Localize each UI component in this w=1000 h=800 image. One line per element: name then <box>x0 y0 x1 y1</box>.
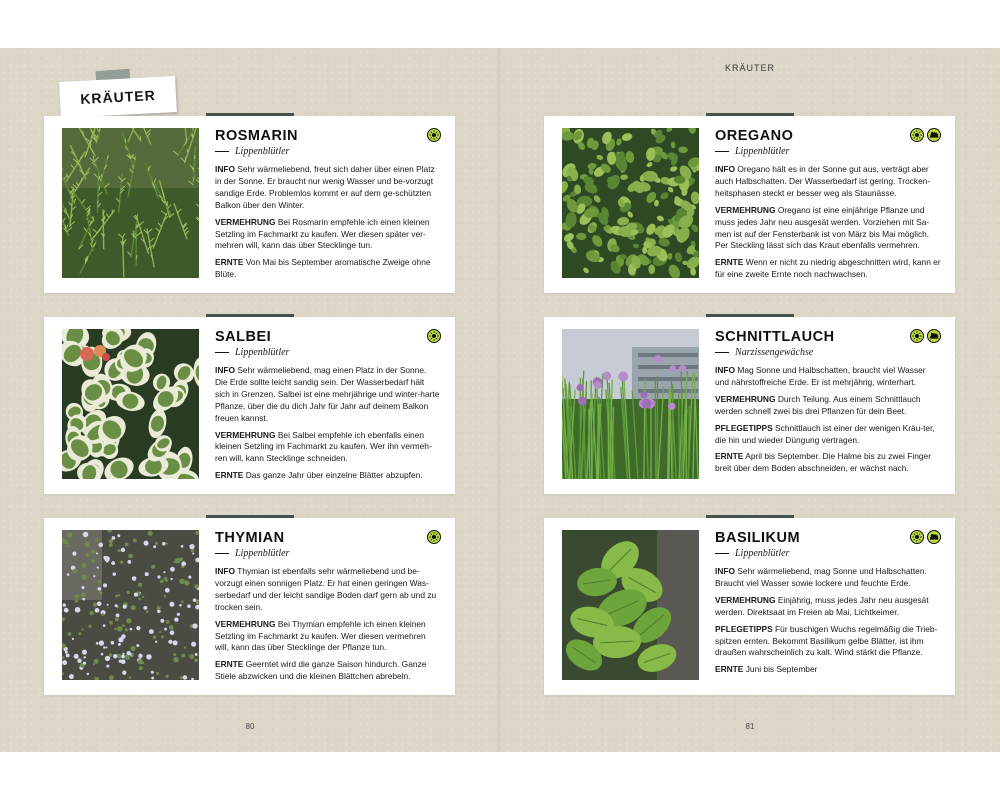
basil-photo <box>562 530 699 680</box>
sun-icon <box>910 530 924 544</box>
para-text: Sehr wärmeliebend, mag Sonne und Halbschatten. Braucht viel Wasser sowie lockere und feuchte Erde. <box>715 566 927 588</box>
plant-family <box>715 548 941 559</box>
family-dash <box>215 553 229 554</box>
para-label: ERNTE <box>715 664 744 675</box>
card-accent-bar <box>706 515 794 518</box>
para-text: Bei Salbei empfehle ich ebenfalls einen kleinen Setzling im Fachmarkt zu kaufen. Wer ihn vermeh-ren will, kann Stecklinge schneiden. <box>215 429 432 464</box>
sun-icon <box>427 329 441 343</box>
plant-family <box>215 347 441 358</box>
herb-title: OREGANO <box>715 128 794 144</box>
herb-title: SCHNITTLAUCH <box>715 329 835 345</box>
chives-photo <box>562 329 699 479</box>
herb-card-thymian <box>44 518 455 695</box>
para-text: Für buschigen Wuchs regelmäßig die Trieb-spitzen ernten. Bekommt Basilikum gelbe Blätter, ist ihm draußen wahrscheinlich zu kalt. Wind stärkt die Pflanze. <box>715 623 938 658</box>
plant-family-text: Lippenblütler <box>735 146 790 157</box>
para-text: Juni bis September <box>745 664 818 675</box>
para-vermehrung <box>215 430 441 466</box>
para-text: Sehr wärmeliebend, freut sich daher über einen Platz in der Sonne. Er braucht nur wenig Wasser und be-vorzugt sandige Erde. Problemlos kommt er auf dem ge-schützten Balkon über den Winter. <box>215 164 435 210</box>
para-label: VERMEHRUNG <box>215 216 276 227</box>
para-text: Bei Thymian empfehle ich einen kleinen Setzling im Fachmarkt zu kaufen. Wer diesen vermehren will, kann das über Stecklinge der Pflanze tun. <box>215 618 426 653</box>
condition-icons <box>910 329 941 343</box>
para-label: ERNTE <box>215 257 244 268</box>
para-pflegetipps <box>715 624 941 660</box>
running-head: KRÄUTER <box>724 63 775 73</box>
family-dash <box>215 151 229 152</box>
para-ernte <box>715 664 941 676</box>
para-vermehrung <box>715 205 941 253</box>
plant-family <box>215 548 441 559</box>
condition-icons <box>427 530 441 544</box>
para-info <box>215 365 441 425</box>
card-accent-bar <box>706 113 794 116</box>
para-label: PFLEGETIPPS <box>715 422 773 433</box>
para-label: ERNTE <box>715 451 744 462</box>
herb-title: THYMIAN <box>215 530 285 546</box>
rosemary-photo <box>62 128 199 278</box>
herb-card-schnittlauch <box>544 317 955 494</box>
page-number-left: 80 <box>245 722 255 731</box>
card-accent-bar <box>706 314 794 317</box>
para-text: Das ganze Jahr über einzelne Blätter abzupfen. <box>245 470 423 481</box>
para-ernte <box>215 470 441 482</box>
para-text: Bei Rosmarin empfehle ich einen kleinen Setzling im Fachmarkt zu kaufen. Wer diesen später ver-mehren will, kann das über Stecklinge tun. <box>215 216 430 251</box>
plant-family <box>215 146 441 157</box>
para-vermehrung <box>715 595 941 619</box>
para-label: INFO <box>215 365 236 375</box>
herb-photo <box>562 530 699 680</box>
para-label: VERMEHRUNG <box>215 429 276 440</box>
partial-shade-icon <box>927 128 941 142</box>
plant-family-text: Lippenblütler <box>235 146 290 157</box>
para-label: INFO <box>715 365 736 375</box>
para-label: INFO <box>715 566 736 576</box>
plant-family <box>715 146 941 157</box>
thyme-photo <box>62 530 199 680</box>
card-accent-bar <box>206 314 294 317</box>
para-text: Wenn er nicht zu niedrig abgeschnitten wird, kann er für eine zweite Ernte noch nachwachsen. <box>715 257 941 280</box>
oregano-photo <box>562 128 699 278</box>
sun-icon <box>910 329 924 343</box>
para-vermehrung <box>215 217 441 253</box>
family-dash <box>215 352 229 353</box>
plant-family-text: Lippenblütler <box>235 347 290 358</box>
card-accent-bar <box>206 515 294 518</box>
herb-photo <box>62 128 199 278</box>
para-label: VERMEHRUNG <box>215 618 276 629</box>
partial-shade-icon <box>927 329 941 343</box>
para-info <box>715 365 941 389</box>
plant-family-text: Lippenblütler <box>235 548 290 559</box>
condition-icons <box>910 530 941 544</box>
plant-family-text: Narzissengewächse <box>735 347 814 358</box>
para-label: VERMEHRUNG <box>715 204 776 215</box>
para-ernte <box>215 659 441 683</box>
para-label: VERMEHRUNG <box>715 594 776 605</box>
sage-photo <box>62 329 199 479</box>
herb-card-basilikum <box>544 518 955 695</box>
herb-card-oregano <box>544 116 955 293</box>
herb-photo <box>562 128 699 278</box>
plant-family-text: Lippenblütler <box>735 548 790 559</box>
para-label: ERNTE <box>215 470 244 481</box>
para-info <box>715 164 941 200</box>
herb-card-salbei <box>44 317 455 494</box>
para-label: INFO <box>715 164 736 174</box>
condition-icons <box>427 128 441 142</box>
para-ernte <box>715 257 941 281</box>
condition-icons <box>427 329 441 343</box>
book-spread <box>0 48 1000 752</box>
para-text: Sehr wärmeliebend, mag einen Platz in der Sonne. Die Erde sollte leicht sandig sein. Der Wasserbedarf hält sich in Grenzen. Salbei ist eine mehrjährige und winter-harte Pflanze, über die du dich Jahr für Jahr auf deinem Balkon freuen kannst. <box>215 365 440 423</box>
section-label: KRÄUTER <box>59 76 177 118</box>
plant-family <box>715 347 941 358</box>
sun-icon <box>427 530 441 544</box>
herb-title: SALBEI <box>215 329 272 345</box>
herb-photo <box>62 530 199 680</box>
para-text: Geerntet wird die ganze Saison hindurch. Ganze Stiele abzwicken und die kleinen Blättchen abrebeln. <box>215 659 427 682</box>
para-label: ERNTE <box>215 659 244 670</box>
sun-icon <box>427 128 441 142</box>
para-text: April bis September. Die Halme bis zu zwei Finger breit über dem Boden abschneiden, er wächst nach. <box>715 451 931 474</box>
para-ernte <box>715 451 941 475</box>
para-text: Mag Sonne und Halbschatten, braucht viel Wasser und nährstoffreiche Erde. Er ist mehrjährig, winterhart. <box>715 365 926 387</box>
herb-card-rosmarin <box>44 116 455 293</box>
para-text: Oregano hält es in der Sonne gut aus, verträgt aber auch Halbschatten. Der Wasserbedarf ist gering. Trocken-heitsphasen steckt er besser weg als Staunässe. <box>715 164 931 198</box>
para-text: Thymian ist ebenfalls sehr wärmeliebend und be-vorzugt einen sonnigen Platz. Er hat einen geringen Was-serbedarf und der leicht sandige Boden darf gern ab und zu trocken sein. <box>215 566 437 612</box>
partial-shade-icon <box>927 530 941 544</box>
para-text: Einjährig, muss jedes Jahr neu ausgesät werden. Direktsaat im Freien ab Mai, Lichtkeimer. <box>715 594 929 617</box>
card-accent-bar <box>206 113 294 116</box>
para-label: INFO <box>215 566 236 576</box>
para-ernte <box>215 257 441 281</box>
para-info <box>715 566 941 590</box>
para-text: Durch Teilung. Aus einem Schnittlauch werden schnell zwei bis drei Pflanzen für dein Beet. <box>715 393 921 416</box>
para-text: Von Mai bis September aromatische Zweige ohne Blüte. <box>215 257 431 280</box>
para-vermehrung <box>215 619 441 655</box>
para-info <box>215 164 441 212</box>
herb-photo <box>62 329 199 479</box>
page-number-right: 81 <box>745 722 755 731</box>
para-pflegetipps <box>715 423 941 447</box>
herb-title: ROSMARIN <box>215 128 298 144</box>
para-label: VERMEHRUNG <box>715 393 776 404</box>
para-text: Oregano ist eine einjährige Pflanze und muss jedes Jahr neu ausgesät werden. Vorziehen mit Sa-men ist auf der Fensterbank ist von März bis Mai möglich. Per Steckling lässt sich das Kraut ebenfalls vermehren. <box>715 204 930 251</box>
para-text: Schnittlauch ist einer der wenigen Kräu-ter, die hin und wieder Düngung vertragen. <box>715 422 935 445</box>
book-gutter <box>498 48 502 752</box>
family-dash <box>715 553 729 554</box>
para-vermehrung <box>715 394 941 418</box>
para-label: ERNTE <box>715 257 744 268</box>
condition-icons <box>910 128 941 142</box>
sun-icon <box>910 128 924 142</box>
para-info <box>215 566 441 614</box>
family-dash <box>715 352 729 353</box>
para-label: PFLEGETIPPS <box>715 623 773 634</box>
para-label: INFO <box>215 164 236 174</box>
herb-photo <box>562 329 699 479</box>
herb-title: BASILIKUM <box>715 530 801 546</box>
family-dash <box>715 151 729 152</box>
